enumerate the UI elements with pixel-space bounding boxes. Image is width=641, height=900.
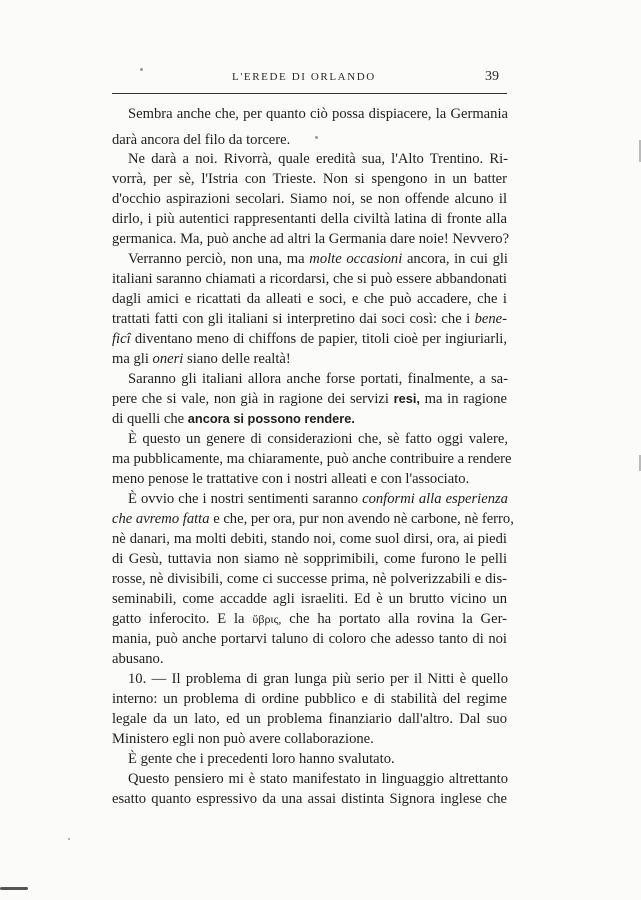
text-line xyxy=(112,410,355,428)
italic-phrase: molte occasioni xyxy=(309,251,403,267)
text-line xyxy=(112,510,514,528)
text-line: interno: un problema di ordine pubblico e di stabilità del regime xyxy=(112,691,507,707)
bold-phrase: resi, xyxy=(393,391,420,406)
text-line: darà ancora del filo da torcere. xyxy=(112,132,291,148)
text-span: ancora, in cui gli xyxy=(406,251,508,267)
text-line xyxy=(112,610,507,628)
italic-phrase: bene- xyxy=(474,311,507,327)
text-line: Sembra anche che, per quanto ciò possa dispiacere, la Germania xyxy=(128,106,508,122)
text-line: italiani saranno chiamati a ricordarsi, che si può essere abbandonati xyxy=(112,271,507,287)
text-span: pere che si vale, non già in ragione dei servizi xyxy=(112,391,389,407)
text-line: dagli amici e ricattati da alleati e soci, e che può accadere, che i xyxy=(112,291,507,307)
text-line: seminabili, come accadde agli israeliti. Ed è un brutto vicino un xyxy=(112,591,507,607)
text-line: 10. — Il problema di gran lunga più serio per il Nitti è quello xyxy=(128,671,508,687)
text-span: diventano meno di chiffons de papier, titoli cioè per ingiuriarli, xyxy=(134,331,507,347)
text-span: ma in ragione xyxy=(424,391,507,407)
bold-phrase: ancora si possono rendere. xyxy=(187,411,355,426)
greek-word: ὕβρις, xyxy=(252,612,282,626)
text-line: dirlo, i più autentici rappresentanti della civiltà latina di fronte alla xyxy=(112,211,507,227)
text-line: legale da un lato, ed un problema finanziario dall'altro. Dal suo xyxy=(112,711,507,727)
text-line: Ne darà a noi. Rivorrà, quale eredità sua, l'Alto Trentino. Ri- xyxy=(128,151,508,167)
running-title: L'EREDE DI ORLANDO xyxy=(232,71,376,83)
scan-speck xyxy=(140,68,143,71)
italic-phrase: conformi alla esperienza xyxy=(362,491,508,507)
text-span: e che, per ora, pur non avendo nè carbone, nè ferro, xyxy=(213,511,514,527)
text-line: abusano. xyxy=(112,651,164,667)
header-rule xyxy=(112,93,507,94)
italic-phrase: oneri xyxy=(152,351,184,367)
text-line: di Gesù, tuttavia non siamo nè sopprimibili, come furono le pelli xyxy=(112,551,507,567)
scan-speck xyxy=(315,136,318,139)
text-line: ma pubblicamente, ma chiaramente, può anche contribuire a rendere xyxy=(112,451,512,467)
text-line: d'occhio aspirazioni secolari. Siamo noi, se non offende alcuno il xyxy=(112,191,507,207)
text-line xyxy=(112,350,291,368)
scan-speck xyxy=(68,838,70,840)
text-line: È gente che i precedenti loro hanno svalutato. xyxy=(128,751,395,767)
scan-smudge xyxy=(0,887,28,890)
text-span: gatto inferocito. E la xyxy=(112,611,245,627)
text-line: Saranno gli italiani allora anche forse portati, finalmente, a sa- xyxy=(128,371,508,387)
italic-phrase: ficî xyxy=(112,331,131,347)
text-line xyxy=(112,390,507,408)
text-line xyxy=(128,490,508,508)
text-line xyxy=(112,310,507,328)
text-span: Verranno perciò, non una, ma xyxy=(128,251,305,267)
text-span: siano delle realtà! xyxy=(187,351,291,367)
page-number: 39 xyxy=(485,69,499,84)
italic-phrase: che avremo fatta xyxy=(112,511,210,527)
text-span: È ovvio che i nostri sentimenti saranno xyxy=(128,491,359,507)
text-line: vorrà, per sè, l'Istria con Trieste. Non si spengono in un batter xyxy=(112,171,507,187)
text-span: che ha portato alla rovina la Ger- xyxy=(289,611,507,627)
text-span: trattati fatti con gli italiani si interpretino dai soci così: che i xyxy=(112,311,471,327)
text-span: ma gli xyxy=(112,351,149,367)
text-line: meno penose le trattative con i nostri alleati e con l'associato. xyxy=(112,471,470,487)
text-line: Ministero egli non può avere collaborazione. xyxy=(112,731,374,747)
text-line: germanica. Ma, può anche ad altri la Germania dare noie! Nevvero? xyxy=(112,231,510,247)
text-span: di quelli che xyxy=(112,411,185,427)
text-line: nè danari, ma molti debiti, stando noi, come suol dirsi, ora, ai piedi xyxy=(112,531,507,547)
text-line xyxy=(128,250,508,268)
text-line: mania, può anche portarvi taluno di coloro che adesso tanto di noi xyxy=(112,631,507,647)
text-line: esatto quanto espressivo da una assai distinta Signora inglese che xyxy=(112,791,507,807)
text-line: È questo un genere di considerazioni che, sè fatto oggi valere, xyxy=(128,431,508,447)
text-line: rosse, nè divisibili, come ci successe prima, nè polverizzabili e dis- xyxy=(112,571,507,587)
text-line xyxy=(112,330,507,348)
text-line: Questo pensiero mi è stato manifestato in linguaggio altrettanto xyxy=(128,771,508,787)
